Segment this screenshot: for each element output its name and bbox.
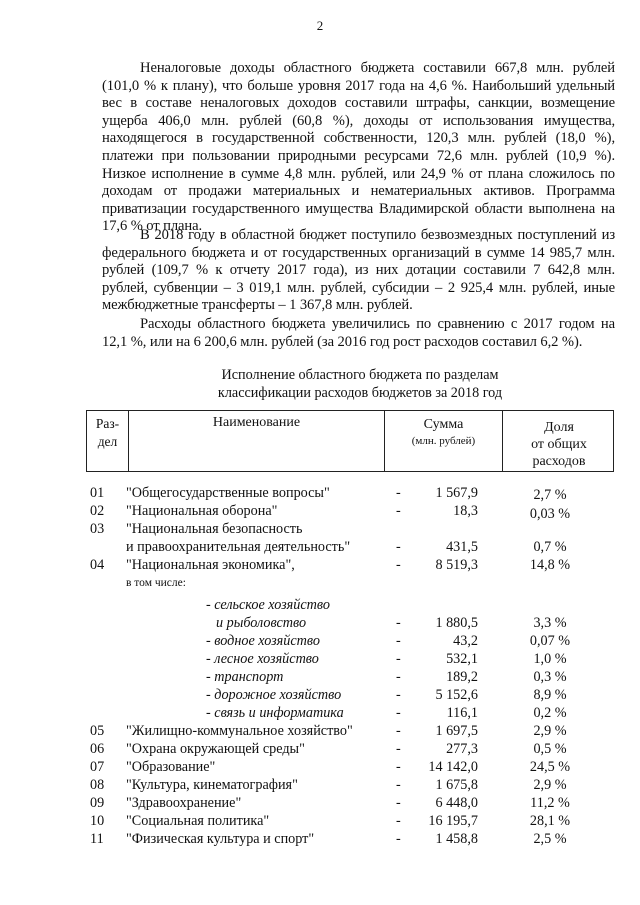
row-sum: 1 697,5 xyxy=(435,723,478,739)
table-caption xyxy=(80,366,640,402)
row-pct: 24,5 % xyxy=(529,759,571,775)
row-name: - водное хозяйство xyxy=(206,633,320,649)
table-row xyxy=(0,812,640,830)
row-name: и рыболовство xyxy=(216,615,307,631)
table-header xyxy=(86,410,614,472)
row-pct: 2,7 % xyxy=(533,487,567,503)
row-name: - связь и информатика xyxy=(206,705,344,721)
table-row xyxy=(0,484,640,502)
header-name: Наименование xyxy=(129,411,385,471)
row-pct: 2,9 % xyxy=(533,723,567,739)
paragraph-non-tax-revenue: Неналоговые доходы областного бюджета составили 667,8 млн. рублей (101,0 % к плану), что больше уровня 2017 года на 4,6 %. Наибольший удельный вес в составе неналоговых доходов составили штрафы, санкции, возмещение ущерба 406,0 млн. рублей (60,8 %), доходы от использования имущества, находящегося в государственной собственности, 120,3 млн. рублей (18,0 %), платежи при пользовании природными ресурсами 72,6 млн. рублей (10,9 %). Низкое исполнение в сумме 4,8 млн. рублей, или 24,9 % от плана сложилось по доходам от продажи материальных и нематериальных активов. Программа приватизации государственного имущества Владимирской области выполнена на 17,6 % от плана. xyxy=(102,60,615,235)
row-pct: 0,07 % xyxy=(529,633,571,649)
header-share xyxy=(503,411,615,471)
table-row xyxy=(0,794,640,812)
row-code: 08 xyxy=(90,777,105,793)
row-code: 04 xyxy=(90,557,105,573)
row-name: "Общегосударственные вопросы" xyxy=(126,485,330,501)
row-pct: 0,7 % xyxy=(533,539,567,555)
row-name: "Жилищно-коммунальное хозяйство" xyxy=(126,723,353,739)
row-name: "Социальная политика" xyxy=(126,813,270,829)
table-row xyxy=(0,740,640,758)
header-section-line2: дел xyxy=(97,434,118,449)
row-sum: 532,1 xyxy=(446,651,478,667)
row-dash: - xyxy=(396,741,401,757)
row-pct: 0,03 % xyxy=(529,506,571,522)
row-dash: - xyxy=(396,503,401,519)
row-code: 02 xyxy=(90,503,105,519)
row-code: 01 xyxy=(90,485,105,501)
row-dash: - xyxy=(396,633,401,649)
row-sum: 116,1 xyxy=(446,705,478,721)
row-sum: 18,3 xyxy=(453,503,478,519)
table-row xyxy=(0,722,640,740)
row-name: "Здравоохранение" xyxy=(126,795,242,811)
row-pct: 8,9 % xyxy=(533,687,567,703)
row-dash: - xyxy=(396,795,401,811)
row-dash: - xyxy=(396,831,401,847)
row-name: "Охрана окружающей среды" xyxy=(126,741,305,757)
row-dash: - xyxy=(396,615,401,631)
row-dash: - xyxy=(396,687,401,703)
row-code: 11 xyxy=(90,831,104,847)
row-code: 03 xyxy=(90,521,105,537)
row-name: "Национальная безопасность xyxy=(126,521,303,537)
table-row xyxy=(0,632,640,650)
row-sum: 5 152,6 xyxy=(435,687,478,703)
table-row xyxy=(0,614,640,632)
row-sum: 6 448,0 xyxy=(435,795,478,811)
row-dash: - xyxy=(396,813,401,829)
row-dash: - xyxy=(396,557,401,573)
row-dash: - xyxy=(396,669,401,685)
row-pct: 11,2 % xyxy=(530,795,570,811)
table-row xyxy=(0,650,640,668)
header-section xyxy=(87,411,129,471)
header-sum xyxy=(385,411,503,471)
row-pct: 1,0 % xyxy=(533,651,567,667)
header-sum-unit: (млн. рублей) xyxy=(411,435,476,447)
row-code: 10 xyxy=(90,813,105,829)
table-row xyxy=(0,520,640,538)
table-row xyxy=(0,574,640,590)
table-row xyxy=(0,596,640,614)
row-name: "Образование" xyxy=(126,759,216,775)
table-row xyxy=(0,704,640,722)
header-share-line2: от общих xyxy=(531,437,587,452)
row-name: в том числе: xyxy=(126,577,186,589)
row-pct: 0,3 % xyxy=(533,669,567,685)
row-code: 09 xyxy=(90,795,105,811)
row-name: и правоохранительная деятельность" xyxy=(126,539,351,555)
row-name: "Культура, кинематография" xyxy=(126,777,298,793)
row-sum: 1 880,5 xyxy=(435,615,478,631)
row-pct: 2,9 % xyxy=(533,777,567,793)
table-row xyxy=(0,538,640,556)
table-row xyxy=(0,830,640,848)
row-pct: 2,5 % xyxy=(533,831,567,847)
row-dash: - xyxy=(396,705,401,721)
header-section-line1: Раз- xyxy=(95,416,120,431)
row-sum: 189,2 xyxy=(446,669,478,685)
row-sum: 1 458,8 xyxy=(435,831,478,847)
row-code: 07 xyxy=(90,759,105,775)
row-sum: 277,3 xyxy=(446,741,478,757)
row-sum: 1 567,9 xyxy=(435,485,478,501)
row-name: - дорожное хозяйство xyxy=(206,687,342,703)
row-dash: - xyxy=(396,539,401,555)
row-name: "Физическая культура и спорт" xyxy=(126,831,315,847)
row-pct: 0,5 % xyxy=(533,741,567,757)
page-number: 2 xyxy=(316,18,324,33)
row-sum: 8 519,3 xyxy=(435,557,478,573)
table-row xyxy=(0,776,640,794)
row-dash: - xyxy=(396,759,401,775)
row-dash: - xyxy=(396,651,401,667)
table-row xyxy=(0,668,640,686)
table-caption-line2: классификации расходов бюджетов за 2018 год xyxy=(217,385,503,401)
row-dash: - xyxy=(396,485,401,501)
row-dash: - xyxy=(396,723,401,739)
row-name: "Национальная экономика", xyxy=(126,557,295,573)
header-sum-label: Сумма xyxy=(423,417,464,432)
table-row xyxy=(0,502,640,520)
row-code: 05 xyxy=(90,723,105,739)
row-name: - лесное хозяйство xyxy=(206,651,319,667)
row-sum: 431,5 xyxy=(446,539,478,555)
table-caption-line1: Исполнение областного бюджета по разделам xyxy=(221,367,499,383)
header-share-line1: Доля xyxy=(544,420,574,435)
paragraph-expenditures: Расходы областного бюджета увеличились по сравнению с 2017 годом на 12,1 %, или на 6 200,6 млн. рублей (за 2016 год рост расходов составил 6,2 %). xyxy=(102,316,615,350)
header-share-line3: расходов xyxy=(532,454,586,469)
row-sum: 1 675,8 xyxy=(435,777,478,793)
row-sum: 16 195,7 xyxy=(428,813,478,829)
row-dash: - xyxy=(396,777,401,793)
row-name: "Национальная оборона" xyxy=(126,503,278,519)
table-body xyxy=(0,484,640,848)
table-row xyxy=(0,556,640,574)
row-pct: 28,1 % xyxy=(529,813,571,829)
row-name: - транспорт xyxy=(206,669,284,685)
row-pct: 3,3 % xyxy=(533,615,567,631)
row-code: 06 xyxy=(90,741,105,757)
row-sum: 43,2 xyxy=(453,633,478,649)
row-pct: 14,8 % xyxy=(529,557,571,573)
row-sum: 14 142,0 xyxy=(428,759,478,775)
row-name: - сельское хозяйство xyxy=(206,597,330,613)
table-row xyxy=(0,686,640,704)
table-row xyxy=(0,758,640,776)
row-pct: 0,2 % xyxy=(533,705,567,721)
paragraph-transfers: В 2018 году в областной бюджет поступило безвозмездных поступлений из федерального бюджета и от государственных организаций в сумме 14 985,7 млн. рублей (109,7 % к отчету 2017 года), из них дотации составили 7 642,8 млн. рублей, субвенции – 3 019,1 млн. рублей, субсидии – 2 925,4 млн. рублей, иные межбюджетные трансферты – 1 367,8 млн. рублей. xyxy=(102,227,615,314)
